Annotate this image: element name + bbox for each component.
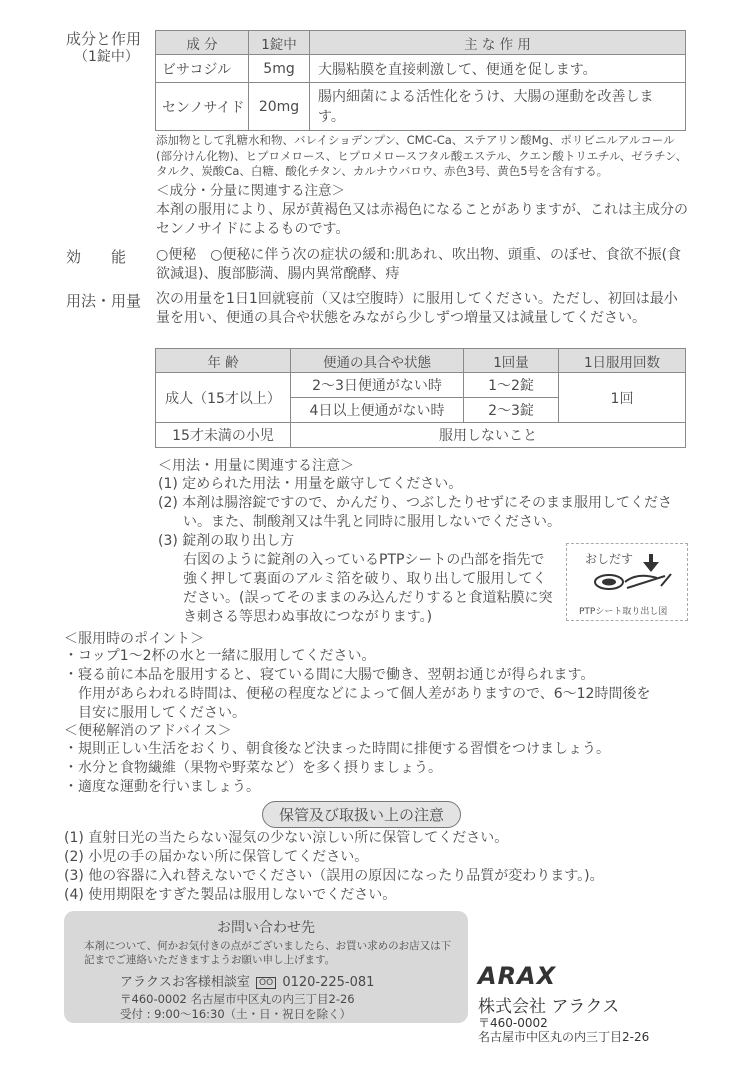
table-row: [156, 373, 686, 398]
dosage-note-1: (1) 定められた用法・用量を厳守してください。: [158, 476, 463, 492]
point-item: 作用があらわれる時間は、便秘の程度などによって個人差がありますので、6〜12時間後を: [64, 686, 651, 702]
ingredient-name: センノサイド: [156, 83, 249, 131]
contact-hours: 受付 : 9:00〜16:30（土・日・祝日を除く）: [120, 1007, 352, 1021]
company-logo: ARAX: [478, 962, 557, 990]
ingredients-note-body: 本剤の服用により、尿が黄褐色又は赤褐色になることがありますが、これは主成分のセンノサイドによるものです。: [156, 202, 688, 237]
ingredients-note-title: ＜成分・分量に関連する注意＞: [156, 183, 345, 199]
contact-line: [120, 971, 374, 990]
efficacy-text: ○便秘 ○便秘に伴う次の症状の緩和:肌あれ、吹出物、頭重、のぼせ、食欲不振(食欲減退)、腹部膨満、腸内異常醗酵、痔: [156, 247, 682, 282]
contact-department: アラクスお客様相談室: [120, 975, 250, 990]
header-amount: 1錠中: [249, 31, 310, 55]
header-action: 主 な 作 用: [310, 31, 686, 55]
contact-phone: 0120-225-081: [282, 975, 375, 990]
points-title: ＜服用時のポイント＞: [64, 631, 204, 647]
times-per-day: 1回: [559, 373, 686, 423]
contact-title: お問い合わせ先: [217, 920, 315, 936]
company-address: 名古屋市中区丸の内三丁目2-26: [478, 1030, 650, 1044]
point-item: 目安に服用してください。: [64, 705, 246, 721]
point-item: ・寝る前に本品を服用すると、寝ている間に大腸で働き、翌朝お通じが得られます。: [64, 667, 595, 683]
ingredient-name: ビサコジル: [156, 55, 249, 83]
ingredients-sublabel: （1錠中）: [74, 49, 139, 65]
table-header-row: [156, 349, 686, 373]
condition-2: 4日以上便通がない時: [291, 398, 464, 423]
company-postal: 〒460-0002: [478, 1016, 548, 1030]
age-child: 15才未満の小児: [156, 423, 291, 448]
ptp-figure: [566, 543, 688, 621]
storage-item: (3) 他の容器に入れ替えないでください（誤用の原因になったり品質が変わります。)。: [64, 868, 604, 884]
ingredients-label: 成分と作用: [66, 30, 142, 48]
header-age: 年 齢: [156, 349, 291, 373]
figure-label: おしだす: [585, 552, 634, 566]
header-times: 1日服用回数: [559, 349, 686, 373]
advice-item: ・適度な運動を行いましょう。: [64, 779, 260, 795]
dosage-note-3: (3) 錠剤の取り出し方: [158, 533, 295, 549]
contact-body: 本剤について、何かお気付きの点がございましたら、お買い求めのお店又は下記までご連絡いただきますようお願い申し上げます。: [84, 940, 452, 966]
storage-title: 保管及び取扱い上の注意: [262, 801, 461, 828]
dosage-note-2: (2) 本剤は腸溶錠ですので、かんだり、つぶしたりせずにそのまま服用してください。また、制酸剤又は牛乳と同時に服用しないでください。: [158, 495, 672, 530]
figure-caption: PTPシート取り出し図: [579, 607, 668, 617]
dosage-intro: 次の用量を1日1回就寝前（又は空腹時）に服用してください。ただし、初回は最小量を用い、便通の具合や状態をみながら少しずつ増量又は減量してください。: [156, 291, 678, 326]
freedial-icon: OO: [256, 977, 276, 989]
table-row: [156, 423, 686, 448]
advice-item: ・水分と食物繊維（果物や野菜など）を多く摂りましょう。: [64, 760, 442, 776]
condition-1: 2〜3日便通がない時: [291, 373, 464, 398]
table-row: [156, 83, 686, 131]
ingredient-action: 大腸粘膜を直接刺激して、便通を促します。: [310, 55, 686, 83]
efficacy-label: 効 能: [66, 248, 127, 266]
contact-box: [64, 911, 468, 1023]
dosage-note-title: ＜用法・用量に関連する注意＞: [158, 458, 354, 474]
storage-item: (4) 使用期限をすぎた製品は服用しないでください。: [64, 887, 397, 903]
ingredients-table: [155, 30, 686, 131]
ingredient-action: 腸内細菌による活性化をうけ、大腸の運動を改善します。: [310, 83, 686, 131]
point-item: ・コップ1〜2杯の水と一緒に服用してください。: [64, 648, 376, 664]
storage-item: (1) 直射日光の当たらない湿気の少ない涼しい所に保管してください。: [64, 830, 509, 846]
dosage-table: [155, 348, 686, 448]
advice-item: ・規則正しい生活をおくり、朝食後など決まった時間に排便する習慣をつけましょう。: [64, 741, 610, 757]
child-note: 服用しないこと: [291, 423, 686, 448]
additives-text: 添加物として乳糖水和物、バレイショデンプン、CMC-Ca、ステアリン酸Mg、ポリビニルアルコール(部分けん化物)、ヒプロメロース、ヒプロメロースフタル酸エステル、クエン酸トリエチル、ゼラチン、タルク、炭酸Ca、白糖、酸化チタン、カルナウバロウ、赤色3号、黄色5号を含有する。: [156, 133, 688, 178]
dosage-label: 用法・用量: [66, 292, 142, 310]
removal-text: 右図のように錠剤の入っているPTPシートの凸部を指先で強く押して裏面のアルミ箔を破り、取り出して服用してください。(誤ってそのままのみ込んだりすると食道粘膜に突き刺さる等思わぬ事故につながります。): [183, 552, 553, 625]
header-condition: 便通の具合や状態: [291, 349, 464, 373]
age-adult: 成人（15才以上）: [156, 373, 291, 423]
ingredient-amount: 5mg: [249, 55, 310, 83]
dose-1: 1〜2錠: [464, 373, 559, 398]
storage-item: (2) 小児の手の届かない所に保管してください。: [64, 849, 369, 865]
header-dose: 1回量: [464, 349, 559, 373]
advice-title: ＜便秘解消のアドバイス＞: [64, 723, 232, 739]
header-ingredient: 成 分: [156, 31, 249, 55]
ingredient-amount: 20mg: [249, 83, 310, 131]
contact-address: 〒460-0002 名古屋市中区丸の内三丁目2-26: [120, 992, 355, 1006]
company-name: 株式会社 アラクス: [478, 997, 620, 1017]
ptp-press-icon: [587, 552, 679, 596]
table-header-row: [156, 31, 686, 55]
table-row: [156, 55, 686, 83]
dose-2: 2〜3錠: [464, 398, 559, 423]
